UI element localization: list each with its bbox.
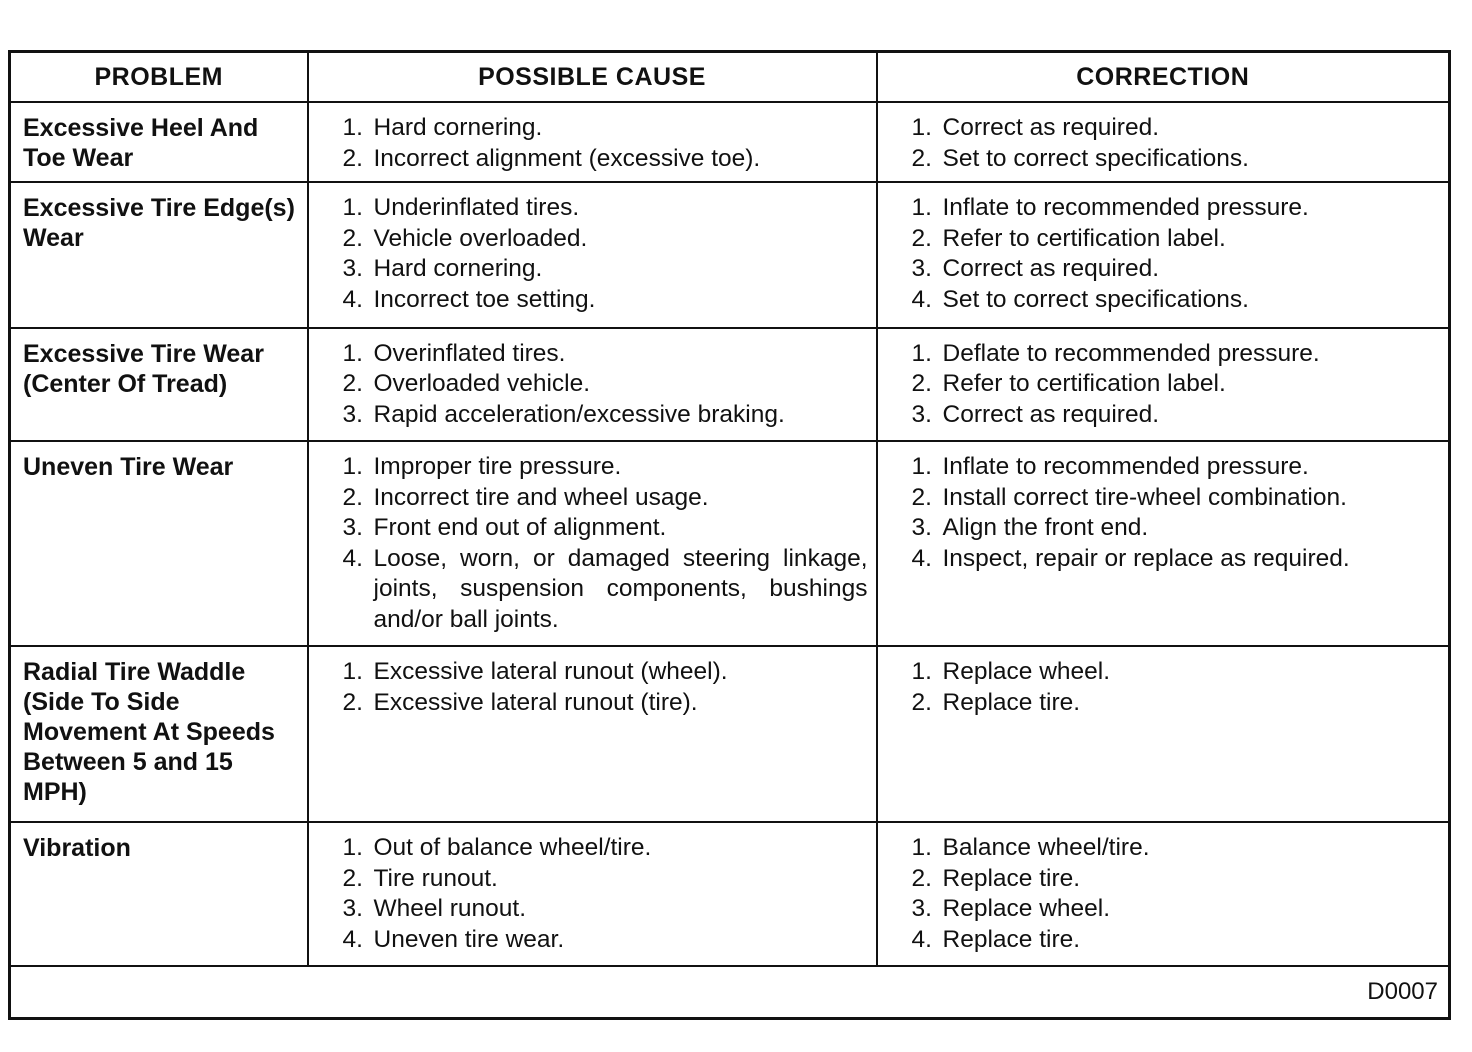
problem-cell: Vibration bbox=[10, 822, 308, 966]
problem-cell: Uneven Tire Wear bbox=[10, 441, 308, 646]
correction-item: 4. Replace tire. bbox=[911, 925, 1081, 953]
cause-item: 3. Rapid acceleration/excessive braking. bbox=[342, 400, 785, 428]
correction-item: 2. Replace tire. bbox=[911, 688, 1081, 716]
correction-item: 1. Correct as required. bbox=[911, 114, 1160, 141]
table-row bbox=[10, 441, 1450, 646]
cause-item: 1. Hard cornering. bbox=[342, 114, 543, 141]
cause-cell bbox=[308, 646, 877, 822]
cause-item: 4. Loose, worn, or damaged steering linkage, joints, suspension components, bushings and/or ball joints. bbox=[342, 544, 868, 633]
cause-cell bbox=[308, 441, 877, 646]
cause-item: 2. Incorrect alignment (excessive toe). bbox=[342, 144, 761, 172]
correction-item: 3. Correct as required. bbox=[911, 255, 1160, 283]
correction-list bbox=[878, 442, 1449, 580]
correction-item: 3. Replace wheel. bbox=[911, 895, 1111, 923]
cause-cell bbox=[308, 822, 877, 966]
cause-item: 2. Vehicle overloaded. bbox=[342, 224, 588, 252]
correction-item: 2. Replace tire. bbox=[911, 864, 1081, 892]
cause-item: 2. Excessive lateral runout (tire). bbox=[342, 688, 698, 716]
cause-list bbox=[309, 442, 876, 641]
correction-item: 4. Set to correct specifications. bbox=[911, 285, 1249, 313]
problem-cell: Radial Tire Waddle (Side To Side Movement At Speeds Between 5 and 15 MPH) bbox=[10, 646, 308, 822]
correction-item: 2. Set to correct specifications. bbox=[911, 144, 1249, 172]
table-row bbox=[10, 102, 1450, 182]
correction-item: 1. Deflate to recommended pressure. bbox=[911, 339, 1320, 367]
problem-cell: Excessive Tire Edge(s) Wear bbox=[10, 182, 308, 328]
figure-code: D0007 bbox=[10, 966, 1450, 1019]
cause-item: 1. Excessive lateral runout (wheel). bbox=[342, 658, 728, 686]
cause-list bbox=[309, 103, 876, 180]
cause-item: 1. Underinflated tires. bbox=[342, 194, 580, 222]
correction-list bbox=[878, 103, 1449, 180]
cause-item: 3. Hard cornering. bbox=[342, 255, 543, 283]
cause-item: 1. Out of balance wheel/tire. bbox=[342, 834, 652, 862]
table-row bbox=[10, 646, 1450, 822]
diagnosis-table bbox=[8, 50, 1451, 1020]
problem-cell: Excessive Heel And Toe Wear bbox=[10, 102, 308, 182]
problem-cell: Excessive Tire Wear (Center Of Tread) bbox=[10, 328, 308, 441]
correction-item: 4. Inspect, repair or replace as required. bbox=[911, 544, 1350, 572]
correction-list bbox=[878, 647, 1449, 724]
correction-list bbox=[878, 329, 1449, 437]
correction-list bbox=[878, 823, 1449, 961]
cause-item: 4. Incorrect toe setting. bbox=[342, 285, 596, 313]
correction-item: 3. Align the front end. bbox=[911, 514, 1149, 542]
table-row bbox=[10, 182, 1450, 328]
correction-item: 1. Balance wheel/tire. bbox=[911, 834, 1150, 862]
cause-item: 3. Front end out of alignment. bbox=[342, 514, 667, 542]
cause-cell bbox=[308, 102, 877, 182]
correction-cell bbox=[877, 441, 1450, 646]
cause-cell bbox=[308, 182, 877, 328]
cause-item: 3. Wheel runout. bbox=[342, 895, 527, 923]
cause-cell bbox=[308, 328, 877, 441]
header-possible-cause: POSSIBLE CAUSE bbox=[308, 52, 877, 103]
correction-item: 2. Install correct tire-wheel combination. bbox=[911, 483, 1347, 511]
correction-cell bbox=[877, 646, 1450, 822]
cause-list bbox=[309, 647, 876, 724]
correction-list bbox=[878, 183, 1449, 321]
table-row bbox=[10, 328, 1450, 441]
correction-cell bbox=[877, 328, 1450, 441]
correction-item: 1. Replace wheel. bbox=[911, 658, 1111, 686]
cause-item: 2. Tire runout. bbox=[342, 864, 498, 892]
header-row bbox=[10, 52, 1450, 103]
correction-item: 3. Correct as required. bbox=[911, 400, 1160, 428]
cause-item: 2. Overloaded vehicle. bbox=[342, 370, 591, 398]
cause-item: 2. Incorrect tire and wheel usage. bbox=[342, 483, 709, 511]
cause-item: 1. Overinflated tires. bbox=[342, 339, 566, 367]
cause-list bbox=[309, 329, 876, 437]
table-body bbox=[10, 102, 1450, 1019]
cause-item: 1. Improper tire pressure. bbox=[342, 453, 622, 481]
footer-row bbox=[10, 966, 1450, 1019]
header-problem: PROBLEM bbox=[10, 52, 308, 103]
cause-list bbox=[309, 823, 876, 961]
correction-item: 1. Inflate to recommended pressure. bbox=[911, 453, 1309, 481]
header-correction: CORRECTION bbox=[877, 52, 1450, 103]
cause-item: 4. Uneven tire wear. bbox=[342, 925, 565, 953]
correction-item: 1. Inflate to recommended pressure. bbox=[911, 194, 1309, 222]
correction-cell bbox=[877, 822, 1450, 966]
correction-item: 2. Refer to certification label. bbox=[911, 224, 1226, 252]
correction-cell bbox=[877, 102, 1450, 182]
correction-item: 2. Refer to certification label. bbox=[911, 370, 1226, 398]
correction-cell bbox=[877, 182, 1450, 328]
cause-list bbox=[309, 183, 876, 321]
table-row bbox=[10, 822, 1450, 966]
